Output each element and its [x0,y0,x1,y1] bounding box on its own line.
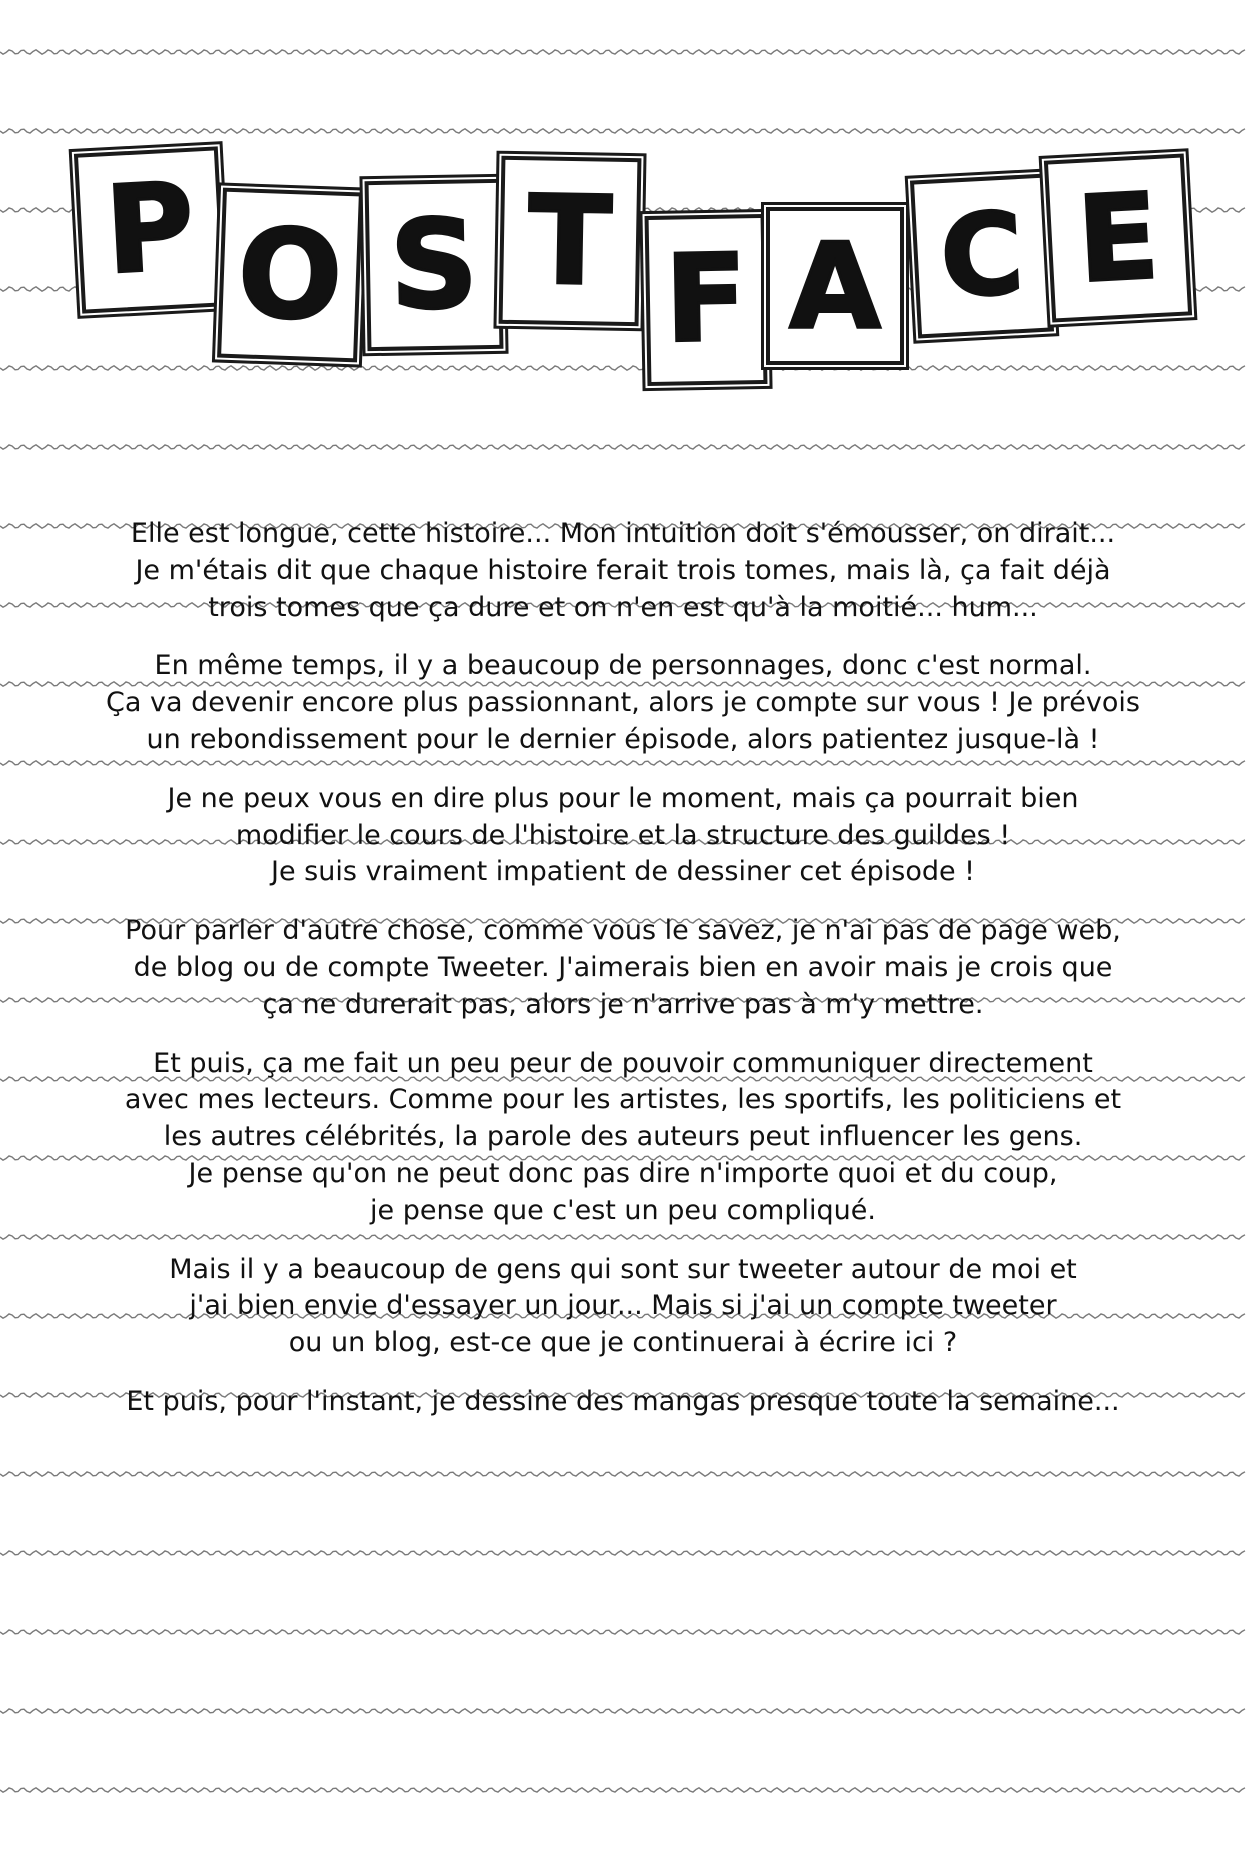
text-line: je pense que c'est un peu compliqué. [370,1194,876,1226]
text-line: trois tomes que ça dure et on n'en est qu'à la moitié... hum... [208,591,1038,623]
title-letter-tile [74,146,226,313]
ruled-line [0,366,1245,370]
paragraph [60,913,1186,1023]
paragraph [60,1252,1186,1362]
title-letter-tile [910,174,1054,339]
text-line: Je ne peux vous en dire plus pour le moment, mais ça pourrait bien [167,782,1079,814]
text-line: Pour parler d'autre chose, comme vous le savez, je n'ai pas de page web, [125,915,1121,947]
ruled-line [0,129,1245,133]
ruled-line [0,1709,1245,1713]
paragraph [60,781,1186,891]
text-line: En même temps, il y a beaucoup de personnages, donc c'est normal. [154,650,1092,682]
ruled-line [0,1630,1245,1634]
title-letter: S [388,193,480,337]
text-line: avec mes lecteurs. Comme pour les artistes, les sportifs, les politiciens et [124,1084,1122,1116]
text-line: modifier le cours de l'histoire et la structure des guildes ! [235,819,1011,851]
title-letter: A [789,217,881,355]
title-letter-tile [1044,153,1192,322]
title-letter: T [527,169,613,313]
title-letter-tile [365,179,504,351]
text-line: Je m'étais dit que chaque histoire ferait trois tomes, mais là, ça fait déjà [135,554,1111,586]
ruled-line [0,50,1245,54]
ruled-line [0,1551,1245,1555]
text-line: Ça va devenir encore plus passionnant, alors je compte sur vous ! Je prévois [106,687,1140,719]
title-letter: O [235,202,345,348]
text-line: ça ne durerait pas, alors je n'arrive pas à m'y mettre. [262,988,984,1020]
paragraph [60,648,1186,758]
text-line: j'ai bien envie d'essayer un jour... Mais si j'ai un compte tweeter [189,1290,1057,1322]
ruled-line [0,445,1245,449]
text-line: de blog ou de compte Tweeter. J'aimerais bien en avoir mais je crois que [133,951,1113,983]
text-line: les autres célébrités, la parole des auteurs peut influencer les gens. [163,1121,1083,1153]
title-letter-tile [217,188,363,363]
text-line: Et puis, ça me fait un peu peur de pouvoir communiquer directement [153,1047,1093,1079]
paragraph [60,516,1186,626]
title-letter-tile [499,156,642,326]
text-line: ou un blog, est-ce que je continuerai à écrire ici ? [288,1327,958,1359]
text-line: un rebondissement pour le dernier épisode, alors patientez jusque-là ! [146,723,1100,755]
title-letter: P [102,157,198,302]
title-letter: E [1074,166,1162,310]
postface-body [60,516,1186,1443]
text-line: Et puis, pour l'instant, je dessine des mangas presque toute la semaine... [126,1385,1120,1417]
text-line: Je pense qu'on ne peut donc pas dire n'importe quoi et du coup, [188,1157,1058,1189]
title-letter: C [937,188,1027,324]
ruled-line [0,1472,1245,1476]
paragraph [60,1384,1186,1421]
paragraph [60,1046,1186,1230]
text-line: Je suis vraiment impatient de dessiner cet épisode ! [270,856,976,888]
text-line: Mais il y a beaucoup de gens qui sont sur tweeter autour de moi et [169,1253,1077,1285]
title-letter-tile [766,207,904,365]
title-letter: F [663,229,749,370]
title-letter-tile [645,214,768,386]
text-line: Elle est longue, cette histoire... Mon intuition doit s'émousser, on dirait... [130,518,1116,549]
ruled-line [0,1788,1245,1792]
